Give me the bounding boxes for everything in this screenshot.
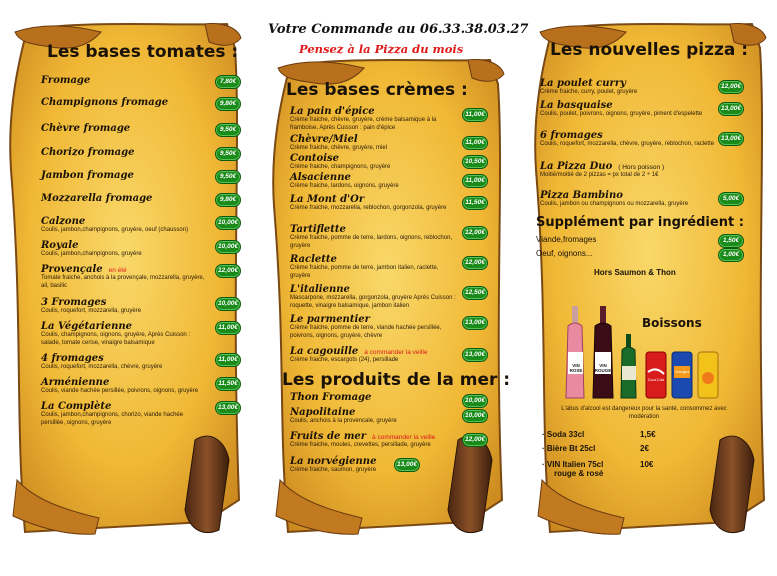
price-badge: 1,50€ [718,234,744,248]
menu-item [290,456,465,475]
price-badge: 13,00€ [394,458,420,472]
price-badge: 9,50€ [215,123,241,137]
item-name: Contoise [290,153,339,164]
price-badge: 13,00€ [718,132,744,146]
price-badge: 11,00€ [462,136,488,150]
menu-item [290,153,458,172]
menu-item [41,297,206,316]
scroll-cremes [268,56,511,540]
price-badge: 11,00€ [215,321,241,335]
item-name: Fromage [41,75,91,86]
price-badge: 7,80€ [215,75,241,89]
item-name: Alsacienne [290,172,351,183]
beer-bottle-icon [621,334,636,398]
menu-item [290,284,458,310]
item-name: Royale [41,240,79,251]
item-name: La Végétarienne [41,321,132,332]
menu-item [41,353,206,372]
price-badge: 9,80€ [215,193,241,207]
orange-soda-can-icon [698,352,718,398]
item-name: Calzone [41,216,86,227]
rose-label: VIN ROSE [569,363,583,373]
item-tag: à commander la veille [372,434,436,441]
menu-item [540,130,720,149]
item-description: Crème fraiche, curry, poulet, gruyère [540,89,638,95]
price-badge: 10,00€ [462,394,488,408]
item-name: Provençale [41,264,103,275]
item-description: Crème fraiche, chèvre, gruyère, miel [290,145,388,151]
menu-item [41,401,206,427]
menu-item [540,78,720,97]
drink-item-line2: rouge & rosé [554,469,604,478]
price-badge: 1,00€ [718,248,744,262]
orangina-label: Orangina [674,370,690,374]
item-description: Coulis, roquefort, mozzarella, chèvre, gruyère [41,364,163,370]
price-badge: 5,00€ [718,192,744,206]
item-description: Moitié/moitié de 2 pizzas = px total de 2 ÷ 1€ [540,172,659,178]
drink-price: 10€ [640,460,654,469]
menu-item [290,346,458,365]
section-heading: Les nouvelles pizza : [550,40,749,60]
menu-item [41,170,206,181]
item-name: Fruits de mer [290,431,367,442]
menu-item [290,431,465,450]
item-name: 3 Fromages [41,297,107,308]
scroll-nouvelles [530,20,770,540]
section-heading-mer: Les produits de la mer : [282,370,511,390]
item-tag: en été [108,267,127,274]
item-name: Raclette [290,254,337,265]
orangina-can-icon [672,352,692,398]
supplement-item: Oeuf, oignons... [536,249,593,258]
menu-item [290,134,458,153]
item-name: Mozzarella fromage [41,193,153,204]
item-name: Pizza Bambino [540,190,623,201]
price-badge: 11,00€ [462,108,488,122]
item-name: Napolitaine [290,407,356,418]
item-description: Coulis, jambon,champignons, gruyère [41,251,142,257]
drink-price: 1,5€ [640,430,656,439]
menu-item [540,190,720,209]
price-badge: 10,00€ [462,409,488,423]
price-badge: 13,00€ [462,316,488,330]
item-name: Chèvre/Miel [290,134,358,145]
price-badge: 13,00€ [462,348,488,362]
item-description: Coulis, viande hachée persillée, poivrons, oignons, gruyère [41,388,199,394]
price-badge: 13,00€ [215,401,241,415]
item-description: Coulis, anchois à la provencale, gruyère [290,418,397,424]
item-description: Crème fraiche, pomme de terre, jambon italien, raclette, gruyère [290,265,439,279]
menu-item [41,193,206,204]
menu-item [41,321,206,347]
alcohol-warning: L'abus d'alcool est dangereux pour la santé, consommez avec modération [561,406,727,420]
item-description: Coulis, roquefort, mozzarella, gruyère [41,308,142,314]
item-name: La poulet curry [540,78,626,89]
item-name: La basquaise [540,100,613,111]
menu-item [290,254,458,280]
menu-item [41,75,206,86]
order-phone-title: Votre Commande au 06.33.38.03.27 [268,22,529,37]
item-name: La Complète [41,401,112,412]
section-heading: Les bases crèmes : [286,80,468,100]
item-description: Coulis, jambon,champignons, chorizo, viande hachée persillée, oignons, gruyère [41,412,184,426]
menu-item [290,172,458,191]
drink-item: · Soda 33cl [542,430,585,439]
item-name: Champignons fromage [41,97,169,108]
price-badge: 12,50€ [462,286,488,300]
red-wine-bottle-icon [593,306,613,398]
item-description: Coulis, jambon ou champignons ou mozzarella, gruyère [540,201,689,207]
item-name: Le parmentier [290,314,370,325]
item-tag: ( Hors poisson ) [618,164,665,171]
item-description: Crème fraiche, escargots (24), persillade [290,357,399,363]
price-badge: 12,00€ [215,264,241,278]
menu-item [41,240,206,259]
drinks-illustration [562,306,732,402]
menu-item [290,106,458,132]
menu-item [290,224,458,250]
item-description: Crème fraiche, chèvre, gruyère, crème balsamique à la framboise, Après Cuisson : pain d'épice [290,117,437,131]
pizza-of-month-subtitle: Pensez à la Pizza du mois [299,42,464,56]
item-description: Crème fraiche, moules, crevettes, persillade, gruyère [290,442,431,448]
section-heading: Les bases tomates : [47,42,239,62]
price-badge: 10,50€ [462,155,488,169]
drink-price: 2€ [640,444,649,453]
menu-item [540,100,720,119]
hors-note: Hors Saumon & Thon [594,268,676,277]
item-name: Chorizo fromage [41,147,135,158]
item-name: 4 fromages [41,353,104,364]
item-name: La norvégienne [290,456,377,467]
item-name: 6 fromages [540,130,603,141]
menu-item [41,147,206,158]
rose-wine-bottle-icon [566,306,584,398]
supplement-heading: Supplément par ingrédient : [536,215,744,230]
menu-item [540,161,720,180]
drink-item: · Bière Bt 25cl [542,444,596,453]
item-name: L'italienne [290,284,350,295]
item-description: Crème fraiche, pomme de terre, viande hachée persillée, poivrons, oignons, gruyère, chèvre [290,325,442,339]
menu-item [290,392,465,403]
price-badge: 12,00€ [462,433,488,447]
item-name: Chèvre fromage [41,123,131,134]
cola-can-icon [646,352,666,398]
price-badge: 12,00€ [462,256,488,270]
price-badge: 9,50€ [215,170,241,184]
boissons-heading: Boissons [642,316,702,330]
price-badge: 10,00€ [215,216,241,230]
menu-item [41,377,206,396]
item-description: Crème fraiche, saumon, gruyère [290,467,377,473]
rouge-label: VIN ROUGE [594,363,612,373]
item-description: Coulis, champignons, oignons, gruyère, Après Cuisson : salade, tomate cerise, vinaigre balsamique [41,332,191,346]
item-description: Coulis, jambon,champignons, gruyère, oeuf (chausson) [41,227,189,233]
scroll-tomates [5,20,245,540]
item-description: Coulis, poulet, poivrons, oignons, gruyère, piment d'espelette [540,111,703,117]
menu-item [41,123,206,134]
price-badge: 13,00€ [718,102,744,116]
item-name: La cagouille [290,346,359,357]
item-name: La Pizza Duo [540,161,613,172]
supplement-item: Viande,fromages [536,235,597,244]
item-name: Tartiflette [290,224,346,235]
price-badge: 11,00€ [462,174,488,188]
item-description: Mascarpone, mozzarella, gorgonzola, gruyère Après Cuisson : roquette, vinaigre balsamique, jambon italien [290,295,456,309]
item-tag: à commander la veille [364,349,428,356]
drink-item: · VIN Italien 75cl [542,460,604,469]
item-name: La pain d'épice [290,106,375,117]
item-description: Crème fraiche, mozzarella, reblochon, gorgonzola, gruyère [290,205,447,211]
price-badge: 10,00€ [215,240,241,254]
item-name: Arménienne [41,377,110,388]
item-name: La Mont d'Or [290,194,365,205]
item-description: Crème fraiche, pomme de terre, lardons, oignons, reblochon, gruyère [290,235,453,249]
item-name: Jambon fromage [41,170,134,181]
price-badge: 9,80€ [215,97,241,111]
item-name: Thon Fromage [290,392,372,403]
price-badge: 12,00€ [718,80,744,94]
price-badge: 11,50€ [215,377,241,391]
menu-item [41,97,206,108]
menu-item [290,194,458,213]
price-badge: 11,50€ [462,196,488,210]
item-description: Tomate fraiche, anchois à la provençale, mozzarella, gruyère, ail, basilic [41,275,205,289]
menu-item [290,314,458,340]
cola-label: Coca-Cola [647,378,665,382]
item-description: Crème fraiche, lardons, oignons, gruyère [290,183,399,189]
menu-item [41,216,206,235]
price-badge: 12,00€ [462,226,488,240]
menu-item [41,264,206,290]
menu-item [290,407,465,426]
price-badge: 11,00€ [215,353,241,367]
item-description: Crème fraiche, champignons, gruyère [290,164,391,170]
price-badge: 10,00€ [215,297,241,311]
price-badge: 9,50€ [215,147,241,161]
item-description: Coulis, roquefort, mozzarella, chèvre, gruyère, reblochon, raclette [540,141,715,147]
